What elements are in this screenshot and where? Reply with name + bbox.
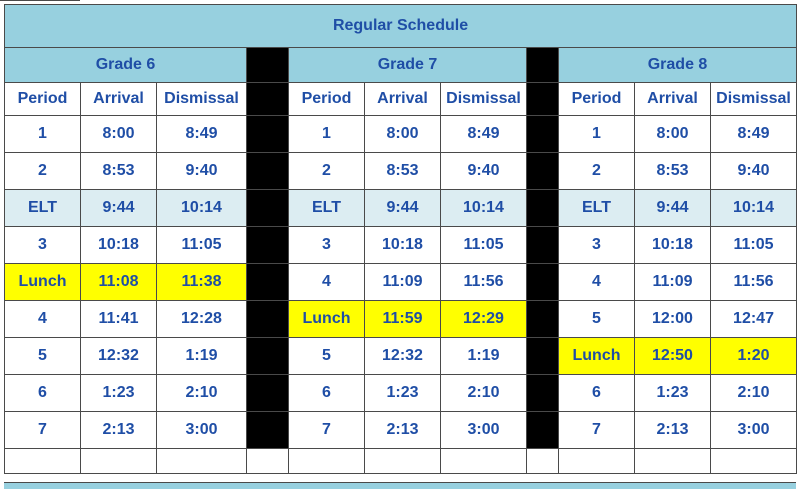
blank-cell bbox=[365, 449, 441, 474]
title-row bbox=[5, 5, 797, 48]
grade-8-period-cell: 1 bbox=[559, 116, 635, 153]
grade-8-period-cell: 3 bbox=[559, 227, 635, 264]
grade-8-period-cell: Lunch bbox=[559, 338, 635, 375]
blank-cell bbox=[247, 449, 289, 474]
grade-7-dismissal-cell: 8:49 bbox=[441, 116, 527, 153]
grade-7-arrival-cell: 8:00 bbox=[365, 116, 441, 153]
grade-6-arrival-cell: 11:08 bbox=[81, 264, 157, 301]
grade-8-dismissal-cell: 10:14 bbox=[711, 190, 797, 227]
column-separator bbox=[247, 83, 289, 116]
grade-8-arrival-cell: 10:18 bbox=[635, 227, 711, 264]
grade-6-arrival-cell: 8:00 bbox=[81, 116, 157, 153]
grade-8-period-cell: 5 bbox=[559, 301, 635, 338]
grade-6-header: Grade 6 bbox=[5, 48, 247, 83]
grade-8-dismissal-cell: 3:00 bbox=[711, 412, 797, 449]
grade-6-dismissal-cell: 12:28 bbox=[157, 301, 247, 338]
grade-6-dismissal-cell: 10:14 bbox=[157, 190, 247, 227]
grade-6-arrival-cell: 8:53 bbox=[81, 153, 157, 190]
grade-6-period-cell: Lunch bbox=[5, 264, 81, 301]
grade-7-arrival-cell: 9:44 bbox=[365, 190, 441, 227]
grade-8-period-cell: 6 bbox=[559, 375, 635, 412]
blank-cell bbox=[81, 449, 157, 474]
grade-6-arrival-cell: 9:44 bbox=[81, 190, 157, 227]
grade-6-period-cell: 3 bbox=[5, 227, 81, 264]
grade-7-arrival-cell: 11:09 bbox=[365, 264, 441, 301]
grade-7-period-cell: 2 bbox=[289, 153, 365, 190]
grade-6-dismissal-cell: 11:05 bbox=[157, 227, 247, 264]
grade-7-period-cell: 6 bbox=[289, 375, 365, 412]
blank-cell bbox=[157, 449, 247, 474]
table-row bbox=[5, 116, 797, 153]
table-row bbox=[5, 301, 797, 338]
column-separator bbox=[527, 190, 559, 227]
column-separator bbox=[247, 264, 289, 301]
grade-8-period-cell: 2 bbox=[559, 153, 635, 190]
grade-7-period-cell: 7 bbox=[289, 412, 365, 449]
grade-7-dismissal-cell: 9:40 bbox=[441, 153, 527, 190]
dismissal-header: Dismissal bbox=[441, 83, 527, 116]
grade-6-period-cell: 5 bbox=[5, 338, 81, 375]
grade-7-period-cell: 4 bbox=[289, 264, 365, 301]
grade-8-header: Grade 8 bbox=[559, 48, 797, 83]
column-separator bbox=[247, 190, 289, 227]
blank-row bbox=[5, 449, 797, 474]
column-separator bbox=[527, 116, 559, 153]
arrival-header: Arrival bbox=[81, 83, 157, 116]
column-separator bbox=[247, 412, 289, 449]
grade-6-dismissal-cell: 1:19 bbox=[157, 338, 247, 375]
grade-8-dismissal-cell: 12:47 bbox=[711, 301, 797, 338]
blank-cell bbox=[289, 449, 365, 474]
period-header: Period bbox=[559, 83, 635, 116]
column-separator bbox=[247, 48, 289, 83]
grade-8-dismissal-cell: 8:49 bbox=[711, 116, 797, 153]
column-separator bbox=[527, 153, 559, 190]
grade-6-dismissal-cell: 8:49 bbox=[157, 116, 247, 153]
column-separator bbox=[527, 375, 559, 412]
dismissal-header: Dismissal bbox=[157, 83, 247, 116]
column-separator bbox=[247, 153, 289, 190]
grade-7-period-cell: Lunch bbox=[289, 301, 365, 338]
grade-7-period-cell: 3 bbox=[289, 227, 365, 264]
blank-cell bbox=[635, 449, 711, 474]
period-header: Period bbox=[289, 83, 365, 116]
blank-cell bbox=[559, 449, 635, 474]
table-row bbox=[5, 264, 797, 301]
grade-6-dismissal-cell: 3:00 bbox=[157, 412, 247, 449]
grade-8-dismissal-cell: 2:10 bbox=[711, 375, 797, 412]
grade-8-arrival-cell: 11:09 bbox=[635, 264, 711, 301]
grade-7-arrival-cell: 12:32 bbox=[365, 338, 441, 375]
column-separator bbox=[527, 264, 559, 301]
schedule-title: Regular Schedule bbox=[5, 5, 797, 48]
grade-6-arrival-cell: 2:13 bbox=[81, 412, 157, 449]
arrival-header: Arrival bbox=[365, 83, 441, 116]
grade-8-period-cell: 7 bbox=[559, 412, 635, 449]
grade-8-period-cell: ELT bbox=[559, 190, 635, 227]
grade-7-dismissal-cell: 1:19 bbox=[441, 338, 527, 375]
grade-8-arrival-cell: 8:53 bbox=[635, 153, 711, 190]
grade-8-dismissal-cell: 11:05 bbox=[711, 227, 797, 264]
column-separator bbox=[247, 227, 289, 264]
table-row bbox=[5, 338, 797, 375]
grade-8-arrival-cell: 9:44 bbox=[635, 190, 711, 227]
column-separator bbox=[247, 375, 289, 412]
dismissal-header: Dismissal bbox=[711, 83, 797, 116]
grade-7-arrival-cell: 11:59 bbox=[365, 301, 441, 338]
column-separator bbox=[527, 83, 559, 116]
grade-8-arrival-cell: 1:23 bbox=[635, 375, 711, 412]
grade-6-period-cell: 4 bbox=[5, 301, 81, 338]
grade-7-dismissal-cell: 11:56 bbox=[441, 264, 527, 301]
grade-7-header: Grade 7 bbox=[289, 48, 527, 83]
grade-6-dismissal-cell: 2:10 bbox=[157, 375, 247, 412]
grade-header-row bbox=[5, 48, 797, 83]
grade-8-dismissal-cell: 11:56 bbox=[711, 264, 797, 301]
period-header: Period bbox=[5, 83, 81, 116]
column-separator bbox=[247, 301, 289, 338]
grade-8-arrival-cell: 8:00 bbox=[635, 116, 711, 153]
grade-7-arrival-cell: 10:18 bbox=[365, 227, 441, 264]
grade-7-period-cell: ELT bbox=[289, 190, 365, 227]
blank-cell bbox=[711, 449, 797, 474]
grade-7-arrival-cell: 2:13 bbox=[365, 412, 441, 449]
grade-8-arrival-cell: 12:00 bbox=[635, 301, 711, 338]
grade-7-dismissal-cell: 3:00 bbox=[441, 412, 527, 449]
grade-7-arrival-cell: 8:53 bbox=[365, 153, 441, 190]
schedule-table bbox=[4, 4, 797, 474]
blank-cell bbox=[441, 449, 527, 474]
column-separator bbox=[247, 116, 289, 153]
grade-6-period-cell: 7 bbox=[5, 412, 81, 449]
column-separator bbox=[527, 412, 559, 449]
grade-6-dismissal-cell: 11:38 bbox=[157, 264, 247, 301]
grade-8-arrival-cell: 12:50 bbox=[635, 338, 711, 375]
column-separator bbox=[527, 48, 559, 83]
grade-6-period-cell: 1 bbox=[5, 116, 81, 153]
table-row bbox=[5, 375, 797, 412]
grade-6-period-cell: 6 bbox=[5, 375, 81, 412]
grade-7-period-cell: 5 bbox=[289, 338, 365, 375]
column-separator bbox=[247, 338, 289, 375]
grade-6-arrival-cell: 10:18 bbox=[81, 227, 157, 264]
blank-cell bbox=[5, 449, 81, 474]
grade-7-dismissal-cell: 12:29 bbox=[441, 301, 527, 338]
grade-8-dismissal-cell: 9:40 bbox=[711, 153, 797, 190]
grade-8-period-cell: 4 bbox=[559, 264, 635, 301]
grade-7-dismissal-cell: 11:05 bbox=[441, 227, 527, 264]
grade-7-dismissal-cell: 2:10 bbox=[441, 375, 527, 412]
grade-6-period-cell: 2 bbox=[5, 153, 81, 190]
column-separator bbox=[527, 338, 559, 375]
grade-7-period-cell: 1 bbox=[289, 116, 365, 153]
grade-7-dismissal-cell: 10:14 bbox=[441, 190, 527, 227]
grade-6-arrival-cell: 1:23 bbox=[81, 375, 157, 412]
column-header-row bbox=[5, 83, 797, 116]
table-row bbox=[5, 153, 797, 190]
grade-8-arrival-cell: 2:13 bbox=[635, 412, 711, 449]
grade-6-dismissal-cell: 9:40 bbox=[157, 153, 247, 190]
column-separator bbox=[527, 301, 559, 338]
table-row bbox=[5, 412, 797, 449]
arrival-header: Arrival bbox=[635, 83, 711, 116]
table-row bbox=[5, 190, 797, 227]
grade-6-arrival-cell: 11:41 bbox=[81, 301, 157, 338]
grade-6-arrival-cell: 12:32 bbox=[81, 338, 157, 375]
blank-cell bbox=[527, 449, 559, 474]
grade-6-period-cell: ELT bbox=[5, 190, 81, 227]
grade-8-dismissal-cell: 1:20 bbox=[711, 338, 797, 375]
grade-7-arrival-cell: 1:23 bbox=[365, 375, 441, 412]
table-row bbox=[5, 227, 797, 264]
column-separator bbox=[527, 227, 559, 264]
